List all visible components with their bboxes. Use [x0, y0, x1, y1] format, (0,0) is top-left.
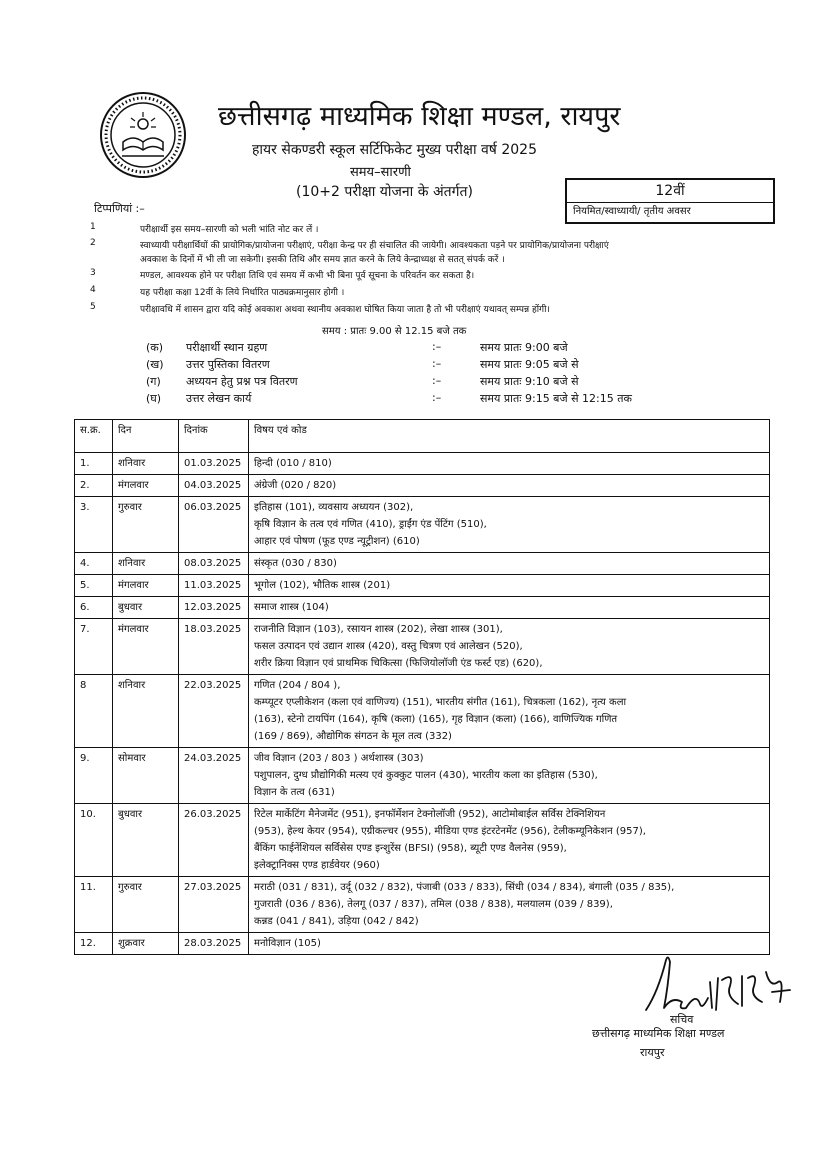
candidate-category: नियमित/स्वाध्यायी/ तृतीय अवसर: [573, 206, 691, 217]
table-row: [75, 675, 770, 748]
cell-date: 11.03.2025: [179, 575, 249, 597]
cell-serial: 3.: [75, 497, 113, 553]
table-header-row: [75, 420, 770, 453]
schedule-title: समय–सारणी: [350, 165, 411, 180]
cell-subjects: भूगोल (102), भौतिक शास्त्र (201): [249, 575, 770, 597]
board-seal-logo: [98, 90, 188, 180]
table-row: [75, 575, 770, 597]
header-subject: विषय एवं कोड: [249, 420, 770, 453]
board-name: छत्तीसगढ़ माध्यमिक शिक्षा मण्डल, रायपुर: [218, 101, 621, 132]
handwritten-signature: [638, 952, 808, 1022]
cell-subjects: मराठी (031 / 831), उर्दू (032 / 832), पंजाबी (033 / 833), सिंधी (034 / 834), बंगाली (035 / 835), गुजराती (036 / 836), तेलगू (037 / 837), तमिल (038 / 838), मलयालम (039 / 839), कन्नड (041 / 841), उड़िया (042 / 842): [249, 877, 770, 933]
cell-serial: 6.: [75, 597, 113, 619]
cell-subjects: समाज शास्त्र (104): [249, 597, 770, 619]
cell-day: गुरुवार: [113, 497, 179, 553]
signatory-city: रायपुर: [640, 1046, 665, 1059]
note-text: अवकाश के दिनों में भी ली जा सकेगी। इसकी तिथि और समय ज्ञात करने के लिये केन्द्राध्यक्ष से सतत् संपर्क करें ।: [140, 255, 505, 265]
note-number: 5: [90, 302, 96, 312]
note-number: 1: [90, 222, 96, 232]
cell-date: 04.03.2025: [179, 475, 249, 497]
schedule-separator: :–: [432, 340, 442, 353]
schedule-mark: (ग): [146, 375, 161, 388]
note-text: मण्डल, आवश्यक होने पर परीक्षा तिथि एवं समय में कभी भी बिना पूर्व सूचना के परिवर्तन कर सकता है।: [140, 271, 475, 281]
cell-subjects: रिटेल मार्केटिंग मैनेजमेंट (951), इनफॉर्मेशन टेक्नोलॉजी (952), आटोमोबाईल सर्विस टेक्निशियन (953), हेल्थ केयर (954), एग्रीकल्चर (955), मीडिया एण्ड इंटरटेनमेंट (956), टेलीकम्यूनिकेशन (957), बैंकिंग फाईनेंशियल सर्विसेस एण्ड इन्शुरेंस (BFSI) (958), ब्यूटी एण्ड वैलनेस (959), इलेक्ट्रानिक्स एण्ड हार्डवेयर (960): [249, 804, 770, 877]
cell-date: 01.03.2025: [179, 453, 249, 475]
cell-date: 26.03.2025: [179, 804, 249, 877]
schedule-time: समय प्रातः 9:00 बजे: [480, 341, 568, 354]
cell-day: गुरुवार: [113, 877, 179, 933]
signatory-board: छत्तीसगढ़ माध्यमिक शिक्षा मण्डल: [592, 1027, 725, 1040]
schedule-time: समय प्रातः 9:15 बजे से 12:15 तक: [480, 392, 632, 405]
schedule-mark: (क): [146, 341, 164, 354]
note-text: परीक्षावधि में शासन द्वारा यदि कोई अवकाश अथवा स्थानीय अवकाश घोषित किया जाता है तो भी परीक्षाएं यथावत् सम्पन्न होंगी।: [140, 305, 550, 315]
exam-schedule-table: [74, 419, 770, 955]
table-row: [75, 804, 770, 877]
exam-title: हायर सेकण्डरी स्कूल सर्टिफिकेट मुख्य परीक्षा वर्ष 2025: [252, 142, 537, 158]
cell-subjects: गणित (204 / 804 ), कम्प्यूटर एप्लीकेशन (कला एवं वाणिज्य) (151), भारतीय संगीत (161), चित्रकला (162), नृत्य कला (163), स्टेनो टायपिंग (164), कृषि (कला) (165), गृह विज्ञान (कला) (166), वाणिज्यिक गणित (169 / 869), औद्योगिक संगठन के मूल तत्व (332): [249, 675, 770, 748]
cell-subjects: अंग्रेजी (020 / 820): [249, 475, 770, 497]
table-row: [75, 619, 770, 675]
schedule-mark: (ख): [146, 358, 164, 371]
class-box: [565, 178, 775, 224]
schedule-activity: परीक्षार्थी स्थान ग्रहण: [186, 341, 268, 354]
table-row: [75, 475, 770, 497]
table-row: [75, 453, 770, 475]
cell-date: 28.03.2025: [179, 933, 249, 955]
cell-day: शनिवार: [113, 675, 179, 748]
cell-day: मंगलवार: [113, 619, 179, 675]
cell-day: मंगलवार: [113, 475, 179, 497]
cell-serial: 1.: [75, 453, 113, 475]
schedule-activity: उत्तर लेखन कार्य: [186, 392, 252, 405]
cell-serial: 2.: [75, 475, 113, 497]
exam-scheme: (10+2 परीक्षा योजना के अंतर्गत): [296, 184, 473, 200]
note-text: यह परीक्षा कक्षा 12वीं के लिये निर्धारित पाठ्यक्रमानुसार होगी ।: [140, 288, 345, 298]
cell-day: बुधवार: [113, 804, 179, 877]
table-row: [75, 748, 770, 804]
schedule-separator: :–: [432, 391, 442, 404]
cell-date: 06.03.2025: [179, 497, 249, 553]
exam-time: समय : प्रातः 9.00 से 12.15 बजे तक: [322, 326, 467, 337]
cell-day: शनिवार: [113, 553, 179, 575]
signatory-title: सचिव: [670, 1013, 694, 1026]
header-serial: स.क्र.: [75, 420, 113, 453]
schedule-activity: उत्तर पुस्तिका वितरण: [186, 358, 270, 371]
cell-subjects: जीव विज्ञान (203 / 803 ) अर्थशास्त्र (303) पशुपालन, दुग्ध प्रौद्योगिकी मत्स्य एवं कुक्कुट पालन (430), भारतीय कला का इतिहास (530), विज्ञान के तत्व (631): [249, 748, 770, 804]
cell-day: शुक्रवार: [113, 933, 179, 955]
schedule-activity: अध्ययन हेतु प्रश्न पत्र वितरण: [186, 375, 298, 388]
schedule-time: समय प्रातः 9:05 बजे से: [480, 358, 579, 371]
note-number: 4: [90, 285, 96, 295]
header-day: दिन: [113, 420, 179, 453]
cell-day: बुधवार: [113, 597, 179, 619]
cell-day: मंगलवार: [113, 575, 179, 597]
cell-subjects: इतिहास (101), व्यवसाय अध्ययन (302), कृषि विज्ञान के तत्व एवं गणित (410), ड्राईंग एंड पेंटिंग (510), आहार एवं पोषण (फूड एण्ड न्यूट्रीशन) (610): [249, 497, 770, 553]
cell-date: 24.03.2025: [179, 748, 249, 804]
note-number: 2: [90, 238, 96, 248]
cell-date: 18.03.2025: [179, 619, 249, 675]
cell-date: 12.03.2025: [179, 597, 249, 619]
table-row: [75, 877, 770, 933]
schedule-time: समय प्रातः 9:10 बजे से: [480, 375, 579, 388]
cell-date: 22.03.2025: [179, 675, 249, 748]
table-row: [75, 597, 770, 619]
schedule-separator: :–: [432, 357, 442, 370]
table-row: [75, 497, 770, 553]
schedule-separator: :–: [432, 374, 442, 387]
cell-serial: 9.: [75, 748, 113, 804]
cell-subjects: संस्कृत (030 / 830): [249, 553, 770, 575]
cell-date: 08.03.2025: [179, 553, 249, 575]
table-row: [75, 553, 770, 575]
cell-serial: 4.: [75, 553, 113, 575]
note-text: स्वाध्यायी परीक्षार्थियों की प्रायोगिक/प्रायोजना परीक्षाएं, परीक्षा केन्द्र पर ही संचालित की जायेगी। आवश्यकता पड़ने पर प्रायोगिक/प्रायोजना परीक्षाएं: [140, 241, 609, 251]
cell-serial: 10.: [75, 804, 113, 877]
notes-title: टिप्पणियां :–: [94, 202, 145, 215]
cell-date: 27.03.2025: [179, 877, 249, 933]
class-label: 12वीं: [567, 180, 773, 203]
cell-serial: 12.: [75, 933, 113, 955]
cell-day: सोमवार: [113, 748, 179, 804]
cell-serial: 8: [75, 675, 113, 748]
cell-serial: 5.: [75, 575, 113, 597]
schedule-mark: (घ): [146, 392, 162, 405]
header-date: दिनांक: [179, 420, 249, 453]
cell-subjects: मनोविज्ञान (105): [249, 933, 770, 955]
cell-serial: 7.: [75, 619, 113, 675]
note-number: 3: [90, 268, 96, 278]
cell-subjects: राजनीति विज्ञान (103), रसायन शास्त्र (202), लेखा शास्त्र (301), फसल उत्पादन एवं उद्यान शास्त्र (420), वस्तु चित्रण एवं आलेखन (520), शरीर क्रिया विज्ञान एवं प्राथमिक चिकित्सा (फिजियोलॉजी एंड फर्स्ट एड) (620),: [249, 619, 770, 675]
note-text: परीक्षार्थी इस समय–सारणी को भली भांति नोट कर लें ।: [140, 225, 319, 235]
cell-day: शनिवार: [113, 453, 179, 475]
cell-serial: 11.: [75, 877, 113, 933]
cell-subjects: हिन्दी (010 / 810): [249, 453, 770, 475]
